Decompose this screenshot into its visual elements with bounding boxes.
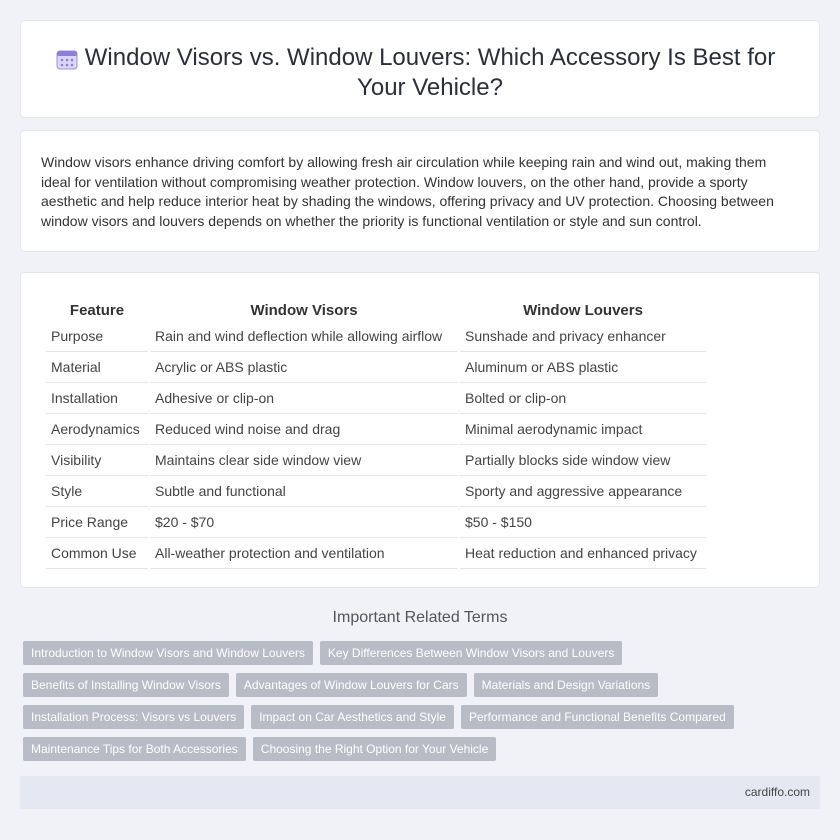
table-row [46, 538, 706, 569]
table-cell: Sporty and aggressive appearance [460, 476, 706, 507]
related-terms-heading: Important Related Terms [332, 609, 508, 626]
table-cell: Subtle and functional [150, 476, 458, 507]
table-row [46, 507, 706, 538]
summary-text: Window visors enhance driving comfort by allowing fresh air circulation while keeping rain and wind out, making them ideal for ventilation without compromising weather protection. Window louvers, on the other hand, provide a sporty aesthetic and help reduce interior heat by shading the windows, offering privacy and UV protection. Choosing between window visors and louvers depends on whether the priority is functional ventilation or style and sun control. [41, 154, 774, 229]
tag-row [23, 641, 823, 665]
table-row [46, 476, 706, 507]
table-cell: Adhesive or clip-on [150, 383, 458, 414]
footer-site-link[interactable]: cardiffo.com [744, 785, 810, 799]
related-term-link[interactable]: Choosing the Right Option for Your Vehicle [253, 737, 496, 761]
table-header-row [46, 295, 706, 321]
table-cell: Installation [46, 383, 148, 414]
related-term-link[interactable]: Benefits of Installing Window Visors [23, 673, 229, 697]
page-title: Window Visors vs. Window Louvers: Which Accessory Is Best for Your Vehicle? [84, 44, 776, 101]
table-cell: Heat reduction and enhanced privacy [460, 538, 706, 569]
related-term-link[interactable]: Materials and Design Variations [474, 673, 659, 697]
table-cell: Reduced wind noise and drag [150, 414, 458, 445]
related-term-link[interactable]: Introduction to Window Visors and Window Louvers [23, 641, 313, 665]
table-cell: $20 - $70 [150, 507, 458, 538]
table-cell: Minimal aerodynamic impact [460, 414, 706, 445]
table-cell: Price Range [46, 507, 148, 538]
table-cell: Purpose [46, 321, 148, 352]
column-header-visors: Window Visors [250, 302, 358, 319]
related-term-link[interactable]: Impact on Car Aesthetics and Style [251, 705, 454, 729]
table-row [46, 321, 706, 352]
table-row [46, 445, 706, 476]
summary-card [20, 130, 820, 252]
table-cell: Maintains clear side window view [150, 445, 458, 476]
column-header-feature: Feature [69, 302, 125, 319]
tag-row [23, 673, 823, 697]
table-row [46, 383, 706, 414]
related-terms-list [23, 641, 823, 769]
header-card [20, 20, 820, 118]
tag-row [23, 737, 823, 761]
table-cell: Aluminum or ABS plastic [460, 352, 706, 383]
table-cell: Common Use [46, 538, 148, 569]
related-term-link[interactable]: Key Differences Between Window Visors and Louvers [320, 641, 622, 665]
tag-row [23, 705, 823, 729]
table-cell: Aerodynamics [46, 414, 148, 445]
table-cell: Partially blocks side window view [460, 445, 706, 476]
table-cell: Acrylic or ABS plastic [150, 352, 458, 383]
comparison-card [20, 272, 820, 588]
related-term-link[interactable]: Advantages of Window Louvers for Cars [236, 673, 467, 697]
table-cell: Sunshade and privacy enhancer [460, 321, 706, 352]
table-cell: $50 - $150 [460, 507, 706, 538]
table-cell: Style [46, 476, 148, 507]
table-cell: Rain and wind deflection while allowing airflow [150, 321, 458, 352]
related-term-link[interactable]: Installation Process: Visors vs Louvers [23, 705, 244, 729]
table-cell: Bolted or clip-on [460, 383, 706, 414]
table-row [46, 414, 706, 445]
table-cell: Material [46, 352, 148, 383]
related-term-link[interactable]: Maintenance Tips for Both Accessories [23, 737, 246, 761]
comparison-table [44, 295, 708, 569]
table-row [46, 352, 706, 383]
footer-bar [20, 776, 820, 809]
table-cell: All-weather protection and ventilation [150, 538, 458, 569]
table-cell: Visibility [46, 445, 148, 476]
column-header-louvers: Window Louvers [523, 302, 643, 319]
related-term-link[interactable]: Performance and Functional Benefits Compared [461, 705, 734, 729]
